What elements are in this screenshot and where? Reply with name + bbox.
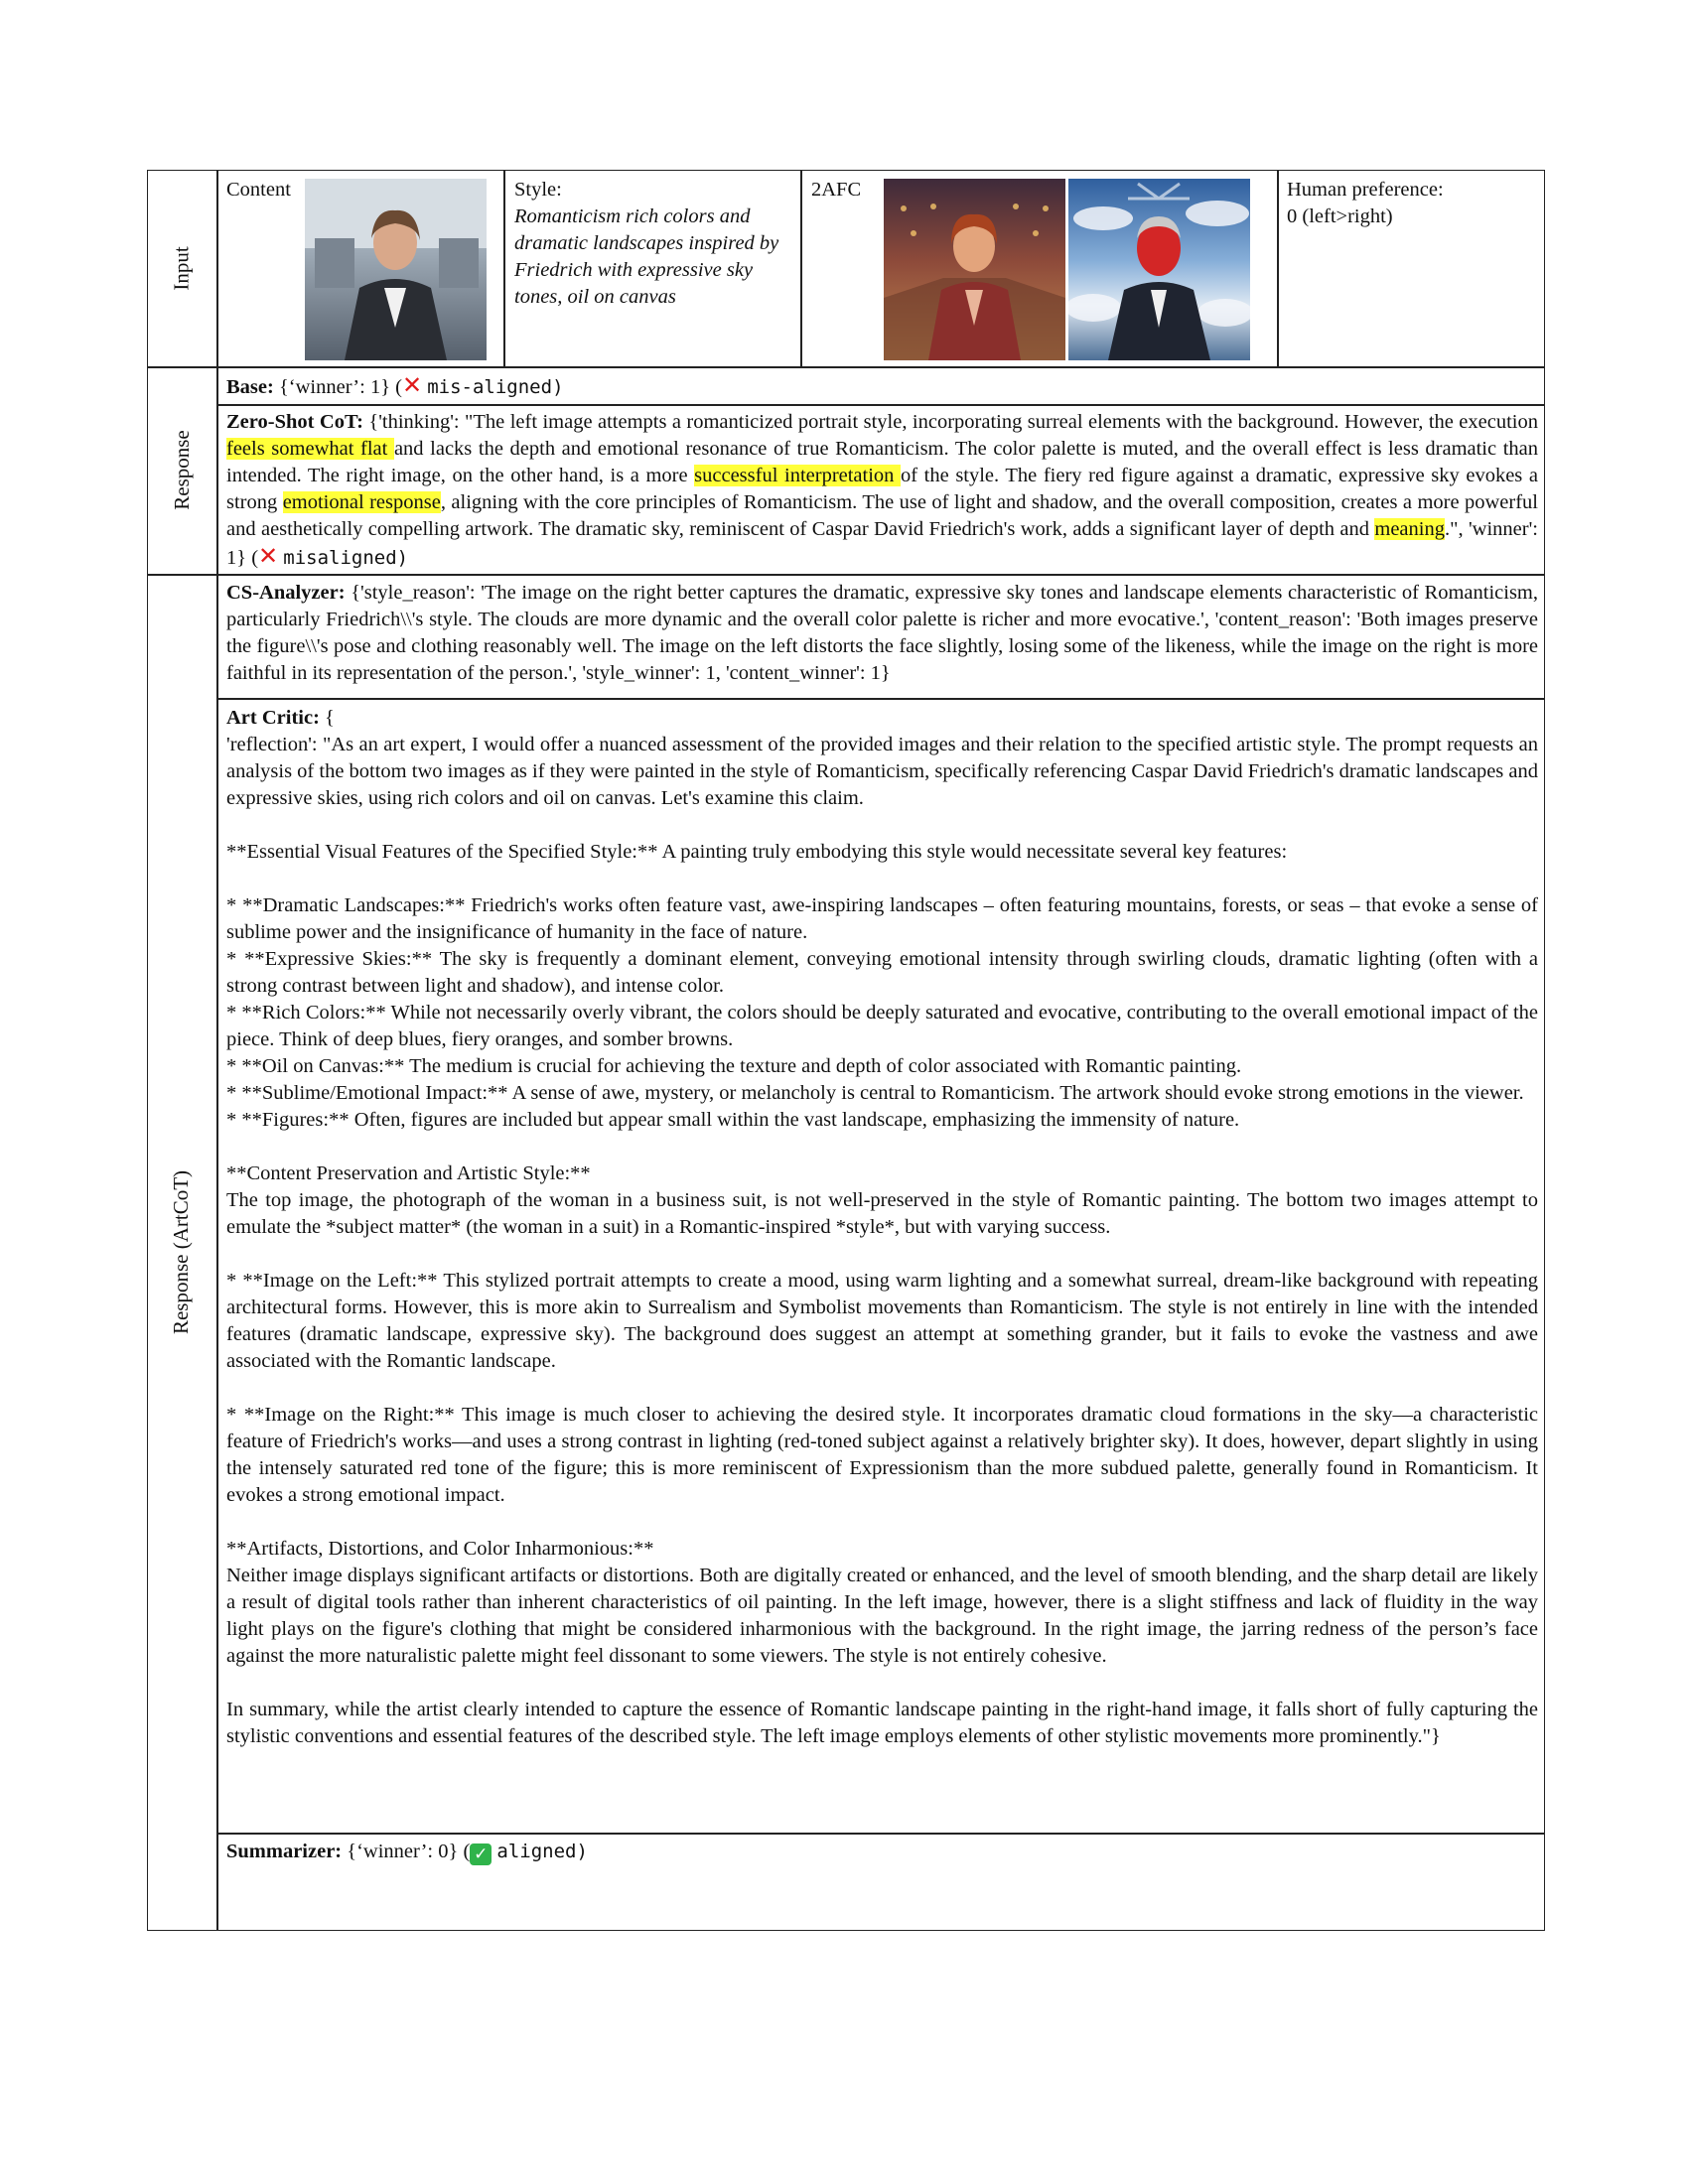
artcritic-label: Art Critic:	[226, 707, 320, 729]
artcritic-bullet: * **Expressive Skies:** The sky is frequently a dominant element, conveying emotional intensity through swirling clouds, dramatic lighting (often with a strong contrast between light and shadow), and intense color.	[226, 948, 1538, 997]
csanalyzer-text: {'style_reason': 'The image on the right better captures the dramatic, expressive sky tones and landscape elements characteristic of Romanticism, particularly Friedrich\\'s style. The clouds are more dynamic and the overall color palette is richer and more evocative.', 'content_reason': 'Both images preserve the figure\\'s pose and clothing reasonably well. The image on the left distorts the face slightly, losing some of the likeness, while the image on the right is more faithful in its representation of the person.', 'style_winner': 1, 'content_winner': 1}	[226, 582, 1538, 684]
artcritic-summary: In summary, while the artist clearly intended to capture the essence of Romantic landscape painting in the right-hand image, it falls short of fully capturing the stylistic conventions and essential features of the described style. The left image employs elements of other stylistic movements more prominently."}	[226, 1699, 1538, 1747]
summarizer-text: {‘winner’: 0} (	[342, 1841, 471, 1862]
artcritic-bullet: * **Figures:** Often, figures are included but appear small within the vast landscape, emphasizing the immensity of nature.	[226, 1109, 1240, 1131]
artcritic-bullet: * **Oil on Canvas:** The medium is crucial for achieving the texture and depth of color associated with Romantic painting.	[226, 1055, 1242, 1077]
row-divider-response	[147, 574, 1545, 576]
csanalyzer-response	[226, 580, 1538, 687]
afc-left-image	[884, 179, 1065, 360]
human-preference-label: Human preference:	[1287, 179, 1444, 201]
csanalyzer-label: CS-Analyzer:	[226, 582, 346, 604]
base-response	[226, 372, 564, 401]
artcritic-response	[226, 705, 1538, 1750]
zeroshot-response	[226, 409, 1538, 572]
content-label: Content	[226, 179, 291, 201]
highlight-4: meaning	[1374, 518, 1445, 540]
zeroshot-verdict: misaligned)	[283, 547, 409, 569]
row-label-input: Input	[169, 245, 194, 291]
artcritic-features-heading: **Essential Visual Features of the Specified Style:** A painting truly embodying this style would necessitate several key features:	[226, 841, 1288, 863]
summarizer-response	[226, 1839, 588, 1865]
artcritic-content-heading: **Content Preservation and Artistic Style:**	[226, 1162, 591, 1184]
artcritic-right-image: * **Image on the Right:** This image is much closer to achieving the desired style. It incorporates dramatic cloud formations in the sky—a characteristic feature of Friedrich's works—and uses a strong contrast in lighting (red-toned subject against a relatively brighter sky). It does, however, depart slightly in using the intensely saturated red tone of the figure; this is more reminiscent of Expressionism than the more subdued palette, generally found in Romanticism. It evokes a strong emotional impact.	[226, 1404, 1538, 1506]
row-label-response: Response	[169, 430, 194, 510]
cross-icon: ✕	[402, 371, 423, 399]
artcritic-content-text: The top image, the photograph of the woman in a business suit, is not well-preserved in the style of Romantic painting. The bottom two images attempt to emulate the *subject matter* (the woman in a suit) in a Romantic-inspired *style*, but with varying success.	[226, 1189, 1538, 1238]
input-divider-2	[800, 170, 802, 366]
artcritic-bullet: * **Rich Colors:** While not necessarily overly vibrant, the colors should be deeply saturated and evocative, contributing to the overall emotional impact of the piece. Think of deep blues, fiery oranges, and somber browns.	[226, 1002, 1538, 1050]
zeroshot-text-4: , aligning with the core principles of Romanticism. The use of light and shadow, and the overall composition, creates a more powerful and aesthetically compelling artwork. The dramatic sky, reminiscent of Caspar David Friedrich's work, adds a significant layer of depth and	[226, 491, 1539, 540]
highlight-3: emotional response	[282, 491, 441, 513]
summarizer-verdict: aligned)	[496, 1841, 588, 1862]
base-label: Base:	[226, 376, 274, 398]
zeroshot-text-5: .", 'winner': 1} (	[226, 518, 1538, 569]
afc-label: 2AFC	[811, 179, 862, 201]
row-divider-input	[147, 366, 1545, 368]
base-verdict: mis-aligned)	[427, 376, 564, 398]
artcritic-left-image: * **Image on the Left:** This stylized portrait attempts to create a mood, using warm lighting and a somewhat surreal, dream-like background with repeating architectural forms. However, this is more akin to Surrealism and Symbolist movements than Romanticism. The style is not entirely in line with the intended features (dramatic landscape, expressive sky). The background does suggest an attempt at something grander, but it fails to evoke the vastness and awe associated with the Romantic landscape.	[226, 1270, 1538, 1372]
label-column-divider	[216, 170, 218, 1931]
row-label-artcot: Response (ArtCoT)	[169, 1169, 194, 1335]
input-divider-3	[1277, 170, 1279, 366]
afc-right-image	[1068, 179, 1250, 360]
content-photo	[305, 179, 487, 360]
artcritic-artifacts-heading: **Artifacts, Distortions, and Color Inharmonious:**	[226, 1538, 654, 1560]
style-description: Romanticism rich colors and dramatic landscapes inspired by Friedrich with expressive sky tones, oil on canvas	[514, 205, 779, 308]
base-text: {‘winner’: 1} (	[278, 376, 402, 398]
highlight-2: successful interpretation	[694, 465, 902, 486]
row-divider-base	[216, 404, 1545, 406]
check-icon: ✓	[470, 1843, 492, 1865]
row-divider-csanalyzer	[216, 698, 1545, 700]
zeroshot-text-1: {'thinking': "The left image attempts a romanticized portrait style, incorporating surreal elements with the background. However, the execution	[362, 411, 1538, 433]
summarizer-label: Summarizer:	[226, 1841, 343, 1862]
row-divider-artcritic	[216, 1833, 1545, 1835]
zeroshot-text-3: of the style. The fiery red figure against a dramatic, expressive sky evokes a strong	[226, 465, 1538, 513]
input-divider-1	[503, 170, 505, 366]
style-label: Style:	[514, 179, 562, 201]
artcritic-reflection: 'reflection': "As an art expert, I would offer a nuanced assessment of the provided images and their relation to the specified artistic style. The prompt requests an analysis of the bottom two images as if they were painted in the style of Romanticism, specifically referencing Caspar David Friedrich's dramatic landscapes and expressive skies, using rich colors and oil on canvas. Let's examine this claim.	[226, 734, 1538, 809]
artcritic-open: {	[319, 707, 335, 729]
artcritic-bullet: * **Sublime/Emotional Impact:** A sense of awe, mystery, or melancholy is central to Romanticism. The artwork should evoke strong emotions in the viewer.	[226, 1082, 1524, 1104]
artcritic-bullet: * **Dramatic Landscapes:** Friedrich's works often feature vast, awe-inspiring landscapes – often featuring mountains, forests, or seas – that evoke a sense of sublime power and the insignificance of humanity in the face of nature.	[226, 894, 1538, 943]
cross-icon: ✕	[258, 542, 279, 570]
zeroshot-text-2: and lacks the depth and emotional resonance of true Romanticism. The color palette is muted, and the overall effect is less dramatic than intended. The right image, on the other hand, is a more	[226, 438, 1539, 486]
highlight-1: feels somewhat flat	[226, 438, 394, 460]
zeroshot-label: Zero-Shot CoT:	[226, 411, 363, 433]
human-preference-value: 0 (left>right)	[1287, 205, 1393, 227]
artcritic-artifacts-text: Neither image displays significant artifacts or distortions. Both are digitally created or enhanced, and the level of smooth blending, and the sharp detail are likely a result of digital tools rather than inherent characteristics of oil painting. In the left image, however, there is a slight stiffness and lack of fluidity in the way light plays on the figure's clothing that might be considered inharmonious with the background. In the right image, the jarring redness of the person’s face against the more naturalistic palette might feel dissonant to some viewers. The style is not entirely cohesive.	[226, 1565, 1538, 1667]
